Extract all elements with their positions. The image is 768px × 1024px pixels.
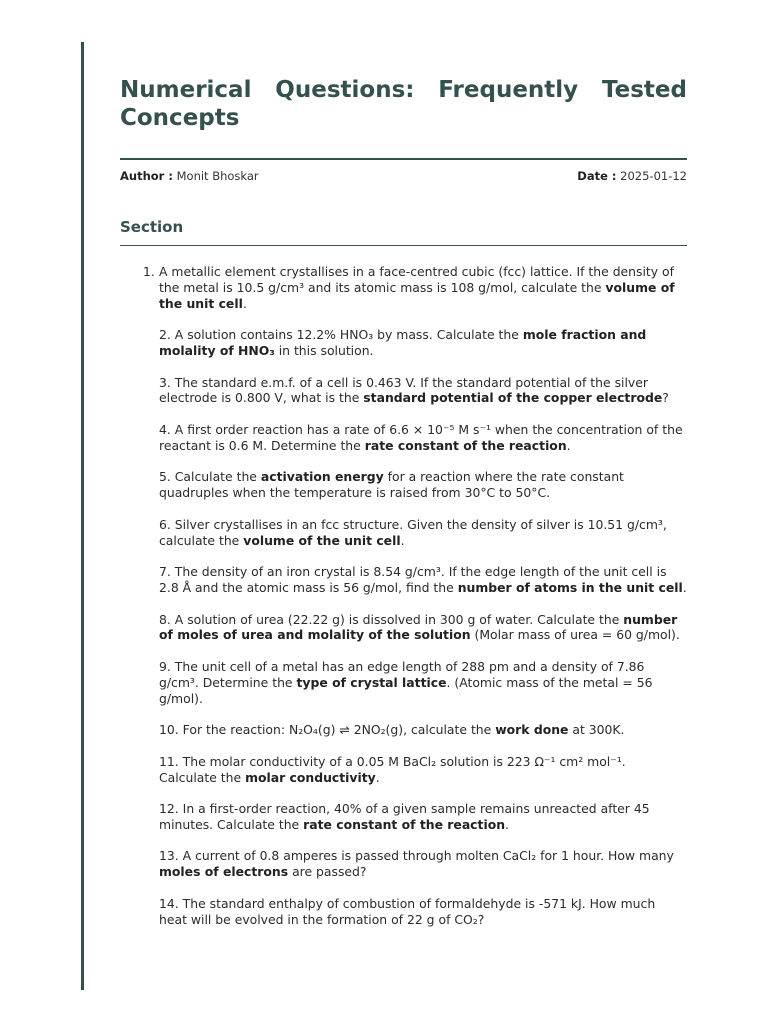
question-number: 6. [159,516,171,532]
question-text: The unit cell of a metal has an edge length of 288 pm and a density of 7.86 g/cm³. Determine the [159,658,645,690]
question-item [159,659,687,706]
question-number: 8. [159,611,171,627]
question-text: A metallic element crystallises in a face-centred cubic (fcc) lattice. If the density of the metal is 10.5 g/cm³ and its atomic mass is 108 g/mol, calculate the [159,264,675,295]
left-margin-rule [81,42,84,990]
question-text: for a reaction where the rate constant quadruples when the temperature is raised from 30°C to 50°C. [159,469,624,501]
question-text: . [682,579,687,595]
question-text: In a first-order reaction, 40% of a given sample remains unreacted after 45 minutes. Calculate the [159,801,650,832]
question-text: . [375,769,380,785]
question-item [159,422,687,454]
question-text: A solution of urea (22.22 g) is dissolved in 300 g of water. Calculate the [174,611,624,627]
question-emphasis: work done [495,722,569,738]
question-emphasis: rate constant of the reaction [303,816,506,832]
question-text: at 300K. [568,722,625,738]
question-item [159,564,687,596]
question-emphasis: type of crystal lattice [296,674,447,690]
question-text: are passed? [288,864,367,880]
author-line [120,169,259,183]
question-number: 13. [159,848,179,864]
question-text: The density of an iron crystal is 8.54 g/cm³. If the edge length of the unit cell is 2.8 Å and the atomic mass is 56 g/mol, find the [159,564,667,595]
question-item [159,848,687,880]
question-text: Silver crystallises in an fcc structure. Given the density of silver is 10.51 g/cm³, calculate the [159,516,667,548]
question-text: ? [662,390,669,406]
question-text: . [400,532,405,548]
question-text: (Molar mass of urea = 60 g/mol). [470,627,680,643]
question-text: . [242,295,247,311]
date-label: Date : [577,169,617,183]
question-number: 10. [159,722,179,738]
page-title: Numerical Questions: Frequently Tested Concepts [120,77,687,131]
document-meta [120,169,687,183]
question-number: 3. [159,374,171,390]
question-emphasis: number of atoms in the unit cell [457,579,683,595]
question-list [143,264,687,943]
question-item [143,264,687,311]
question-emphasis: number of moles of urea and molality of the solution [159,611,678,643]
question-item [159,375,687,407]
question-text: A first order reaction has a rate of 6.6 × 10⁻⁵ M s⁻¹ when the concentration of the reactant is 0.6 M. Determine the [159,421,683,453]
question-text: . (Atomic mass of the metal = 56 g/mol). [159,674,653,706]
question-emphasis: molar conductivity [245,769,376,785]
question-text: Calculate the [174,469,261,485]
date-value: 2025-01-12 [620,169,687,183]
question-emphasis: volume of the unit cell [243,532,401,548]
question-item [159,517,687,549]
question-emphasis: mole fraction and molality of HNO₃ [159,327,647,358]
section-divider [120,245,687,246]
question-number: 14. [159,895,179,911]
question-number: 11. [159,753,179,769]
section-heading: Section [120,218,184,236]
question-item [159,754,687,786]
question-number: 1. [143,264,155,279]
question-number: 5. [159,469,171,485]
question-text: For the reaction: N₂O₄(g) ⇌ 2NO₂(g), calculate the [182,722,496,738]
question-text: A solution contains 12.2% HNO₃ by mass. Calculate the [174,327,523,343]
author-name: Monit Bhoskar [176,169,259,183]
question-text: . [566,437,571,453]
question-item [159,327,687,359]
question-number: 9. [159,658,171,674]
question-text: . [505,816,509,832]
question-text: The standard e.m.f. of a cell is 0.463 V. If the standard potential of the silver electrode is 0.800 V, what is the [159,374,648,406]
question-emphasis: moles of electrons [159,864,289,880]
question-emphasis: activation energy [260,469,384,485]
question-emphasis: volume of the unit cell [159,279,675,311]
question-number: 4. [159,421,171,437]
question-number: 2. [159,327,171,343]
date-line [577,169,687,183]
question-emphasis: standard potential of the copper electrode [363,390,663,406]
title-divider [120,158,687,160]
question-item [159,722,687,738]
question-item [159,612,687,644]
question-item [159,469,687,501]
question-item [159,896,687,928]
question-emphasis: rate constant of the reaction [364,437,567,453]
question-number: 12. [159,801,179,817]
author-label: Author : [120,169,173,183]
question-text: The standard enthalpy of combustion of formaldehyde is -571 kJ. How much heat will be evolved in the formation of 22 g of CO₂? [159,895,656,927]
question-text: A current of 0.8 amperes is passed through molten CaCl₂ for 1 hour. How many [182,848,674,864]
question-text: in this solution. [274,342,374,358]
question-text: The molar conductivity of a 0.05 M BaCl₂ solution is 223 Ω⁻¹ cm² mol⁻¹. Calculate the [159,753,626,785]
question-item [159,801,687,833]
question-number: 7. [159,564,171,580]
